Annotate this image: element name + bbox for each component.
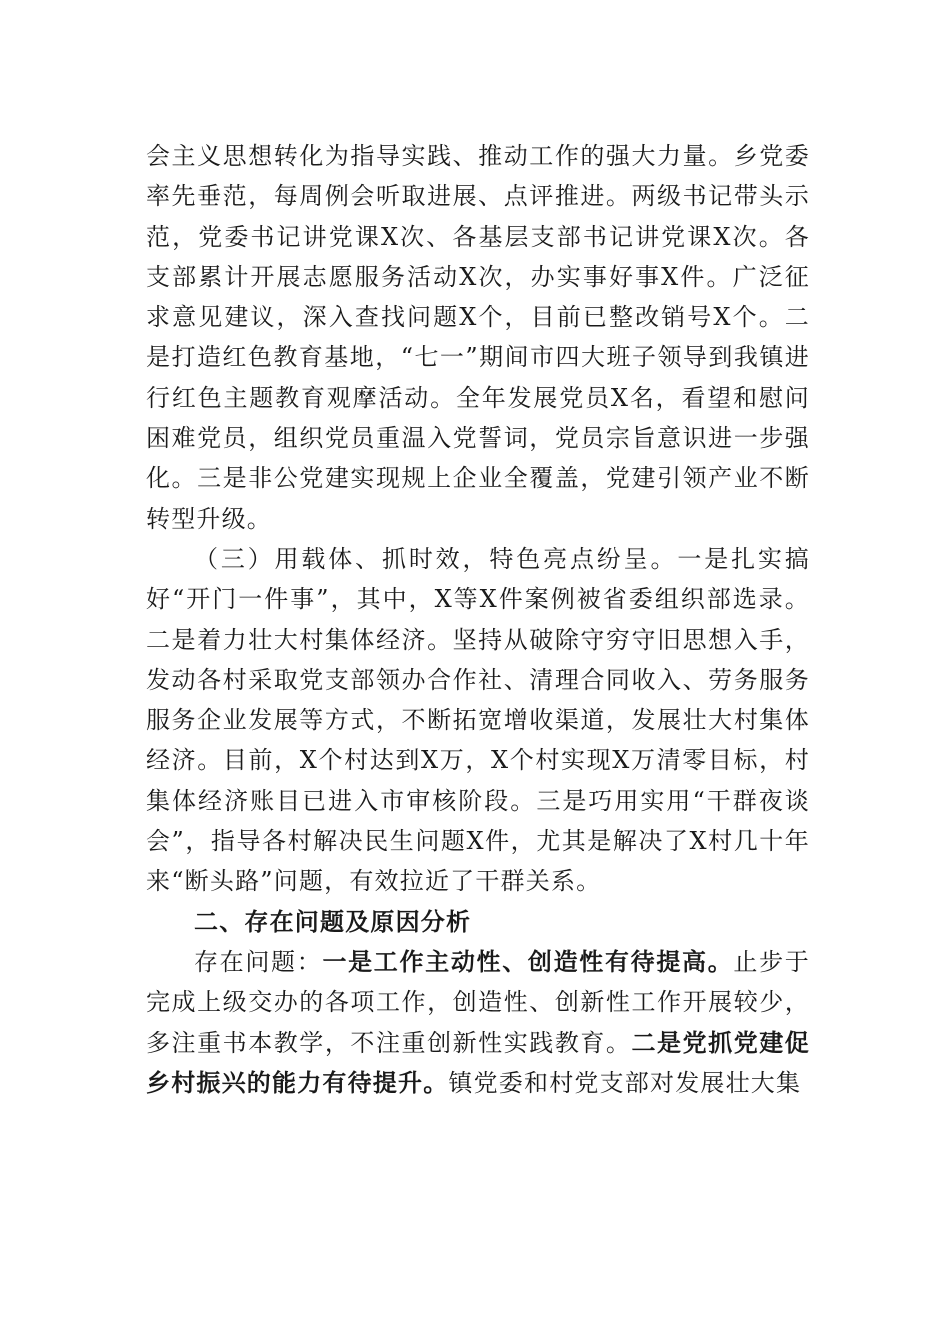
paragraph-carrier-effect [146,539,810,902]
problem-two-title: 二是党抓党建促乡村振兴的能力有待提升。 [146,1028,810,1097]
paragraph-carrier-body: 一是扎实搞好“开门一件事”，其中，X等X件案例被省委组织部选录。二是着力壮大村集体经济。坚持从破除守穷守旧思想入手，发动各村采取党支部领办合作社、清理合同收入、劳务服务服务企业发展等方式，不断拓宽增收渠道，发展壮大村集体经济。目前，X个村达到X万，X个村实现X万清零目标，村集体经济账目已进入市审核阶段。三是巧用实用“干群夜谈会”，指导各村解决民生问题X件，尤其是解决了X村几十年来“断头路”问题，有效拉近了干群关系。 [146,544,810,896]
subsection-heading: （三）用载体、抓时效，特色亮点纷呈。 [194,544,678,573]
problem-one-text: 止步于完成上级交办的各项工作，创造性、创新性工作开展较少，多注重书本教学，不注重创新性实践教育。 [146,947,810,1057]
section-heading: 二、存在问题及原因分析 [194,907,472,936]
document-body [146,136,810,1103]
paragraph-party-building: 会主义思想转化为指导实践、推动工作的强大力量。乡党委率先垂范，每周例会听取进展、点评推进。两级书记带头示范，党委书记讲党课X次、各基层支部书记讲党课X次。各支部累计开展志愿服务活动X次，办实事好事X件。广泛征求意见建议，深入查找问题X个，目前已整改销号X个。二是打造红色教育基地，“七一”期间市四大班子领导到我镇进行红色主题教育观摩活动。全年发展党员X名，看望和慰问困难党员，组织党员重温入党誓词，党员宗旨意识进一步强化。三是非公党建实现规上企业全覆盖，党建引领产业不断转型升级。 [146,142,810,533]
problem-one-title: 一是工作主动性、创造性有待提高。 [322,947,734,976]
paragraph-problems [146,942,810,1103]
problems-lead: 存在问题： [194,947,323,976]
problem-two-text: 镇党委和村党支部对发展壮大集 [448,1068,802,1097]
